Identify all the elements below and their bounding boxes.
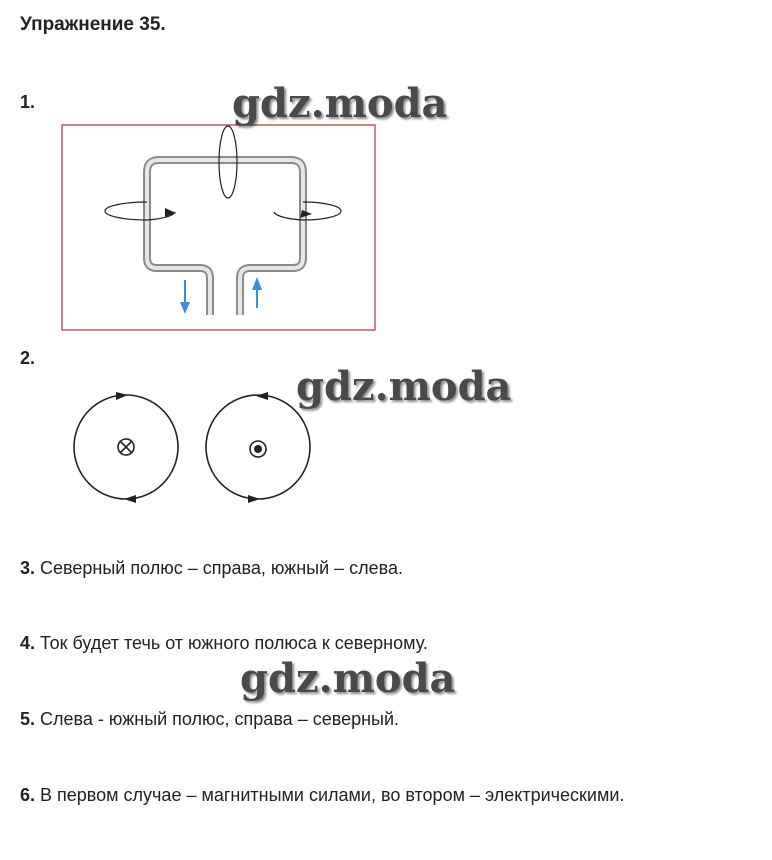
answer-6 <box>20 785 624 806</box>
answer-4 <box>20 633 428 654</box>
answer-4-number: 4. <box>20 633 36 653</box>
watermark-3: gdz.moda <box>240 655 456 702</box>
answer-5-number: 5. <box>20 709 36 729</box>
answer-3-number: 3. <box>20 558 36 578</box>
answer-5-text: Слева - южный полюс, справа – северный. <box>40 709 400 729</box>
answer-4-text: Ток будет течь от южного полюса к северному. <box>40 633 428 653</box>
answer-6-number: 6. <box>20 785 36 805</box>
circle-current-into-page <box>74 392 178 503</box>
item-1-number: 1. <box>20 92 36 112</box>
answer-3 <box>20 558 403 579</box>
page-title: Упражнение 35. <box>20 14 166 35</box>
watermark-2: gdz.moda <box>296 363 512 410</box>
answer-6-text: В первом случае – магнитными силами, во втором – электрическими. <box>40 785 625 805</box>
answer-5 <box>20 709 399 730</box>
item-2-number: 2. <box>20 348 36 368</box>
circle-current-out-of-page <box>206 392 310 503</box>
answer-3-text: Северный полюс – справа, южный – слева. <box>40 558 404 578</box>
watermark-1: gdz.moda <box>232 80 448 127</box>
